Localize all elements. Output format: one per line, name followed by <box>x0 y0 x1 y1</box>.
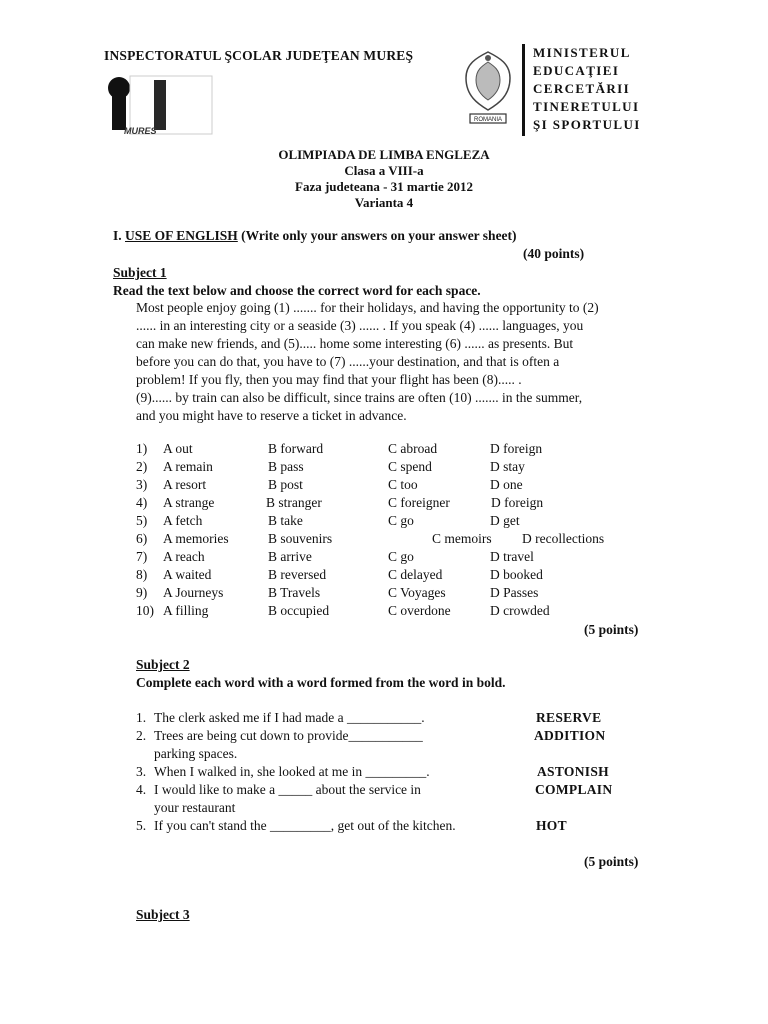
exam-title: OLIMPIADA DE LIMBA ENGLEZA <box>278 147 490 162</box>
item-number: 4. <box>136 782 147 797</box>
option-c: C spend <box>388 459 432 474</box>
option-d: D crowded <box>490 603 550 618</box>
option-d: D recollections <box>522 531 605 546</box>
option-a: A strange <box>163 495 215 510</box>
option-b: B Travels <box>268 585 321 600</box>
option-a: A filling <box>163 603 209 618</box>
option-c: C abroad <box>388 441 438 456</box>
option-number: 9) <box>136 585 148 600</box>
option-number: 5) <box>136 513 148 528</box>
option-a: A fetch <box>163 513 203 528</box>
option-d: D Passes <box>490 585 539 600</box>
subject2-title: Subject 2 <box>136 657 190 672</box>
text-line: ...... in an interesting city or a seaside (3) ...... . If you speak (4) ...... languages, you <box>136 318 584 333</box>
option-d: D one <box>490 477 523 492</box>
option-c: C overdone <box>388 603 451 618</box>
section-name: USE OF ENGLISH <box>125 228 238 243</box>
item-text: I would like to make a _____ about the service in <box>154 782 421 797</box>
exam-variant: Varianta 4 <box>354 195 414 210</box>
header-divider <box>522 44 525 136</box>
item-number: 2. <box>136 728 147 743</box>
option-b: B take <box>268 513 303 528</box>
item-bold-word: ADDITION <box>534 728 606 743</box>
section-instruction: (Write only your answers on your answer sheet) <box>237 228 517 243</box>
ministry-line: MINISTERUL <box>533 45 631 60</box>
option-d: D foreign <box>491 495 544 510</box>
item-number: 3. <box>136 764 147 779</box>
option-number: 1) <box>136 441 148 456</box>
option-number: 8) <box>136 567 148 582</box>
option-b: B occupied <box>268 603 330 618</box>
exam-class: Clasa a VIII-a <box>344 163 424 178</box>
item-bold-word: COMPLAIN <box>535 782 613 797</box>
option-a: A reach <box>163 549 205 564</box>
text-line: before you can do that, you have to (7) ......your destination, and that is often a <box>136 354 560 369</box>
subject1-instruction: Read the text below and choose the correct word for each space. <box>113 283 481 298</box>
exam-phase-date: Faza judeteana - 31 martie 2012 <box>295 179 473 194</box>
ministry-line: ŞI SPORTULUI <box>533 117 641 132</box>
item-text-continued: parking spaces. <box>154 746 238 761</box>
subject1-title: Subject 1 <box>113 265 167 280</box>
section-heading <box>113 228 517 244</box>
ministry-line: EDUCAŢIEI <box>533 63 620 78</box>
option-b: B forward <box>268 441 324 456</box>
item-number: 1. <box>136 710 147 725</box>
item-text: The clerk asked me if I had made a ___________. <box>154 710 425 725</box>
ministry-line: CERCETĂRII <box>533 81 631 96</box>
crest-label: ROMANIA <box>473 117 503 123</box>
subject2-instruction: Complete each word with a word formed from the word in bold. <box>136 675 506 690</box>
option-number: 6) <box>136 531 148 546</box>
option-c: C too <box>388 477 418 492</box>
text-line: Most people enjoy going (1) ....... for their holidays, and having the opportunity to (2) <box>136 300 599 315</box>
option-c: C foreigner <box>388 495 450 510</box>
inspectorate-logo <box>104 74 214 136</box>
option-b: B souvenirs <box>268 531 333 546</box>
subject1-points: (5 points) <box>584 622 639 637</box>
option-d: D get <box>490 513 520 528</box>
ministry-name <box>533 44 641 134</box>
text-line: (9)...... by train can also be difficult, since trains are often (10) ....... in the summer, <box>136 390 583 405</box>
option-d: D booked <box>490 567 543 582</box>
option-c: C go <box>388 513 414 528</box>
subject2-points: (5 points) <box>584 854 639 869</box>
option-a: A remain <box>163 459 213 474</box>
section-points: (40 points) <box>523 246 585 261</box>
item-text: Trees are being cut down to provide___________ <box>154 728 423 743</box>
coat-of-arms-icon <box>460 48 516 128</box>
subject1-text <box>136 299 599 425</box>
option-c: C go <box>388 549 414 564</box>
inspectorate-name: INSPECTORATUL ŞCOLAR JUDEŢEAN MUREŞ <box>104 48 414 63</box>
option-a: A Journeys <box>163 585 224 600</box>
option-c: C memoirs <box>432 531 492 546</box>
ministry-line: TINERETULUI <box>533 99 640 114</box>
option-number: 2) <box>136 459 148 474</box>
item-text: When I walked in, she looked at me in _________. <box>154 764 430 779</box>
option-b: B post <box>268 477 303 492</box>
option-b: B stranger <box>266 495 322 510</box>
option-c: C Voyages <box>388 585 446 600</box>
option-number: 10) <box>136 603 154 618</box>
option-d: D travel <box>490 549 534 564</box>
option-b: B pass <box>268 459 304 474</box>
option-a: A memories <box>163 531 229 546</box>
item-bold-word: HOT <box>536 818 567 833</box>
item-bold-word: RESERVE <box>536 710 602 725</box>
option-b: B arrive <box>268 549 312 564</box>
item-text: If you can't stand the _________, get out of the kitchen. <box>154 818 456 833</box>
romania-crest <box>460 48 516 128</box>
item-bold-word: ASTONISH <box>537 764 609 779</box>
item-number: 5. <box>136 818 147 833</box>
option-c: C delayed <box>388 567 443 582</box>
option-b: B reversed <box>268 567 327 582</box>
exam-title-block <box>0 147 768 211</box>
option-d: D stay <box>490 459 525 474</box>
text-line: and you might have to reserve a ticket in advance. <box>136 408 407 423</box>
text-line: problem! If you fly, then you may find that your flight has been (8)..... . <box>136 372 522 387</box>
option-a: A waited <box>163 567 212 582</box>
keyhole-logo-icon <box>104 74 214 136</box>
option-number: 3) <box>136 477 148 492</box>
option-number: 4) <box>136 495 148 510</box>
section-number: I. <box>113 228 126 243</box>
option-d: D foreign <box>490 441 543 456</box>
text-line: can make new friends, and (5)..... home some interesting (6) ...... as presents. But <box>136 336 574 351</box>
logo-text: MURES <box>124 126 157 136</box>
subject3-title: Subject 3 <box>136 907 190 922</box>
option-a: A resort <box>163 477 207 492</box>
item-text-continued: your restaurant <box>154 800 236 815</box>
option-a: A out <box>163 441 193 456</box>
option-number: 7) <box>136 549 148 564</box>
